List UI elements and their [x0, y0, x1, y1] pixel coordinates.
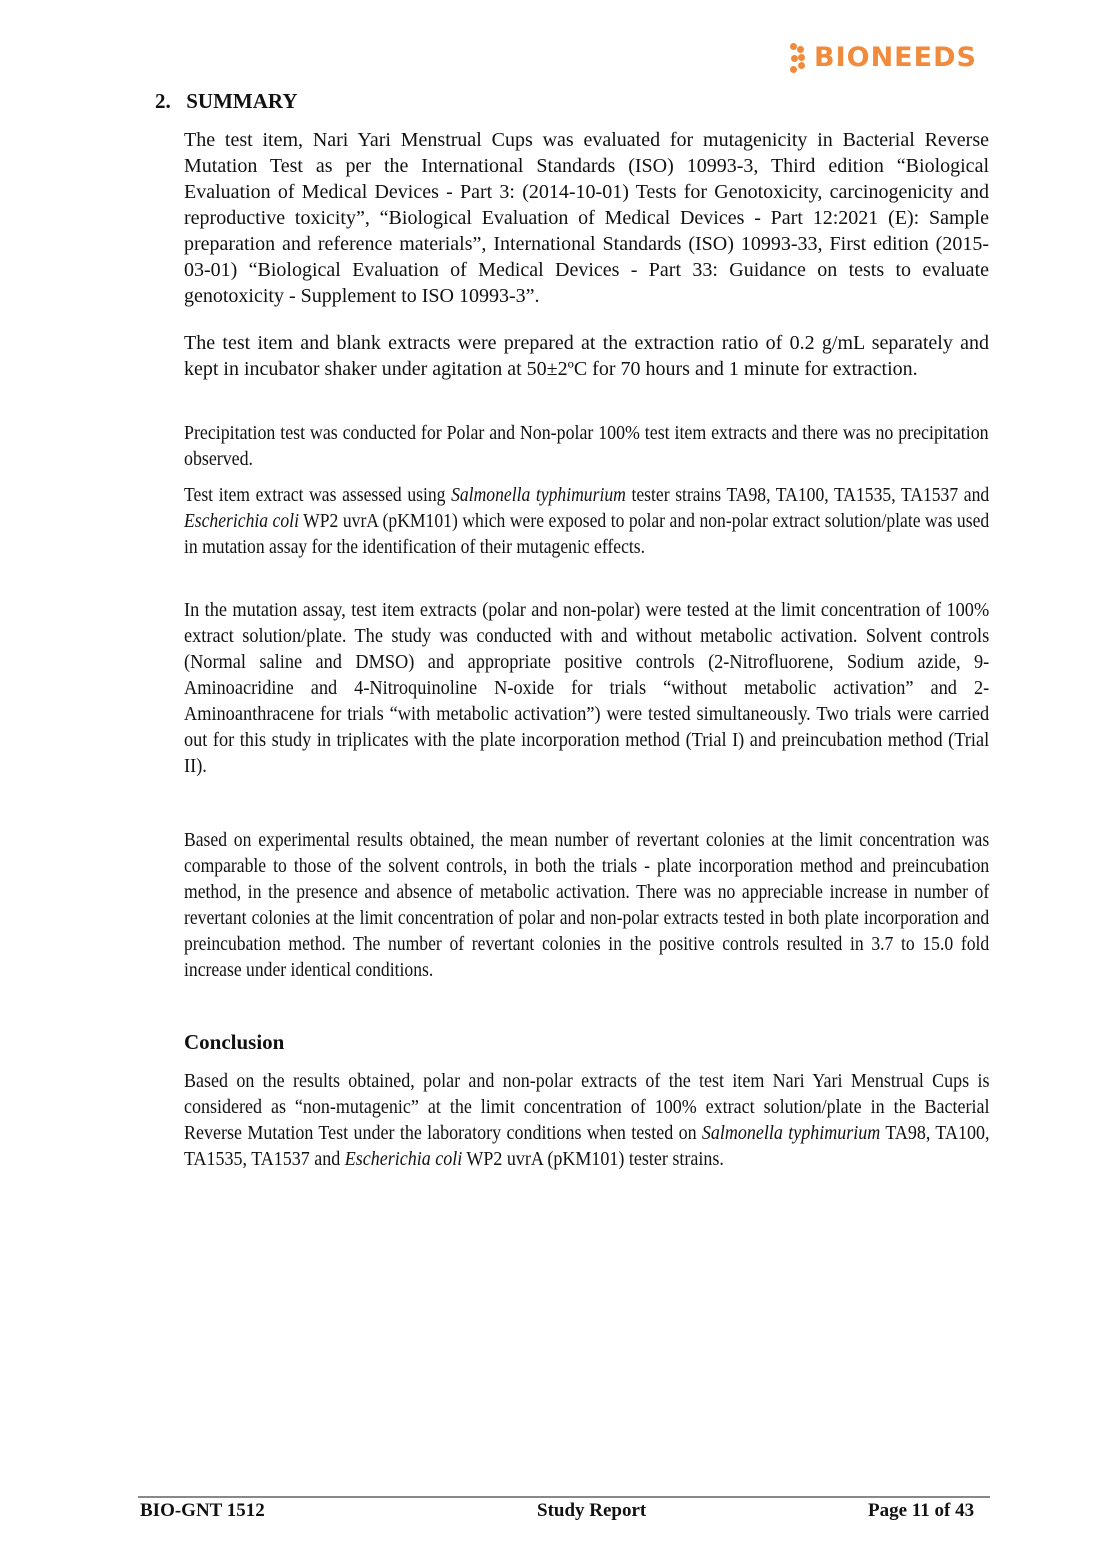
- species-name: Salmonella typhimurium: [701, 1122, 881, 1144]
- conclusion-heading: Conclusion: [184, 1030, 285, 1054]
- summary-paragraph-2: The test item and blank extracts were prepared at the extraction ratio of 0.2 g/mL separately and kept in incubator shaker under agitation at 50±2ºC for 70 hours and 1 minute for extraction.: [184, 332, 989, 380]
- text-run: TA98, TA100, TA1535, TA1537 and: [184, 1122, 990, 1170]
- summary-paragraph-4: [184, 482, 989, 560]
- species-name: Escherichia coli: [184, 510, 299, 532]
- species-name: Escherichia coli: [344, 1148, 463, 1170]
- logo-dots-icon: [788, 43, 806, 73]
- logo-text: BIONEEDS: [814, 42, 977, 73]
- footer-divider: [138, 1496, 990, 1498]
- footer-report-id: BIO-GNT 1512: [140, 1500, 265, 1521]
- text-run: WP2 uvrA (pKM101) which were exposed to polar and non-polar extract solution/plate was used in mutation assay for the identification of their mutagenic effects.: [184, 510, 990, 558]
- section-title: SUMMARY: [186, 89, 298, 113]
- section-number: 2.: [155, 89, 171, 113]
- bioneeds-logo: [788, 42, 977, 73]
- summary-paragraph-6: Based on experimental results obtained, the mean number of revertant colonies at the limit concentration was comparable to those of the solvent controls, in both the trials - plate incorporation method and preincubation method, in the presence and absence of metabolic activation. There was no appreciable increase in number of revertant colonies at the limit concentration of polar and non-polar extracts tested in both plate incorporation and preincubation method. The number of revertant colonies in the positive controls resulted in 3.7 to 15.0 fold increase under identical conditions.: [184, 829, 990, 981]
- text-run: WP2 uvrA (pKM101) tester strains.: [462, 1148, 724, 1170]
- summary-paragraph-5: In the mutation assay, test item extracts (polar and non-polar) were tested at the limit concentration of 100% extract solution/plate. The study was conducted with and without metabolic activation. Solvent controls (Normal saline and DMSO) and appropriate positive controls (2-Nitrofluorene, Sodium azide, 9-Aminoacridine and 4-Nitroquinoline N-oxide for trials “without metabolic activation” and 2-Aminoanthracene for trials “with metabolic activation”) were tested simultaneously. Two trials were carried out for this study in triplicates with the plate incorporation method (Trial I) and preincubation method (Trial II).: [184, 599, 990, 777]
- footer-page-number: Page 11 of 43: [868, 1500, 975, 1521]
- conclusion-paragraph: [184, 1068, 990, 1172]
- species-name: Salmonella typhimurium: [451, 484, 626, 506]
- summary-paragraph-3: Precipitation test was conducted for Polar and Non-polar 100% test item extracts and there was no precipitation observed.: [184, 422, 989, 470]
- text-run: Based on the results obtained, polar and non-polar extracts of the test item Nari Yari Menstrual Cups is considered as “non-mutagenic” at the limit concentration of 100% extract solution/plate in the Bacterial Reverse Mutation Test under the laboratory conditions when tested on: [184, 1070, 990, 1144]
- footer-document-type: Study Report: [537, 1500, 647, 1521]
- text-run: Test item extract was assessed using: [184, 484, 452, 506]
- section-heading: [155, 89, 298, 114]
- text-run: tester strains TA98, TA100, TA1535, TA1537 and: [625, 484, 990, 506]
- summary-paragraph-1: The test item, Nari Yari Menstrual Cups was evaluated for mutagenicity in Bacterial Reverse Mutation Test as per the International Standards (ISO) 10993-3, Third edition “Biological Evaluation of Medical Devices - Part 3: (2014-10-01) Tests for Genotoxicity, carcinogenicity and reproductive toxicity”, “Biological Evaluation of Medical Devices - Part 12:2021 (E): Sample preparation and reference materials”, International Standards (ISO) 10993-33, First edition (2015-03-01) “Biological Evaluation of Medical Devices - Part 33: Guidance on tests to evaluate genotoxicity - Supplement to ISO 10993-3”.: [184, 129, 989, 307]
